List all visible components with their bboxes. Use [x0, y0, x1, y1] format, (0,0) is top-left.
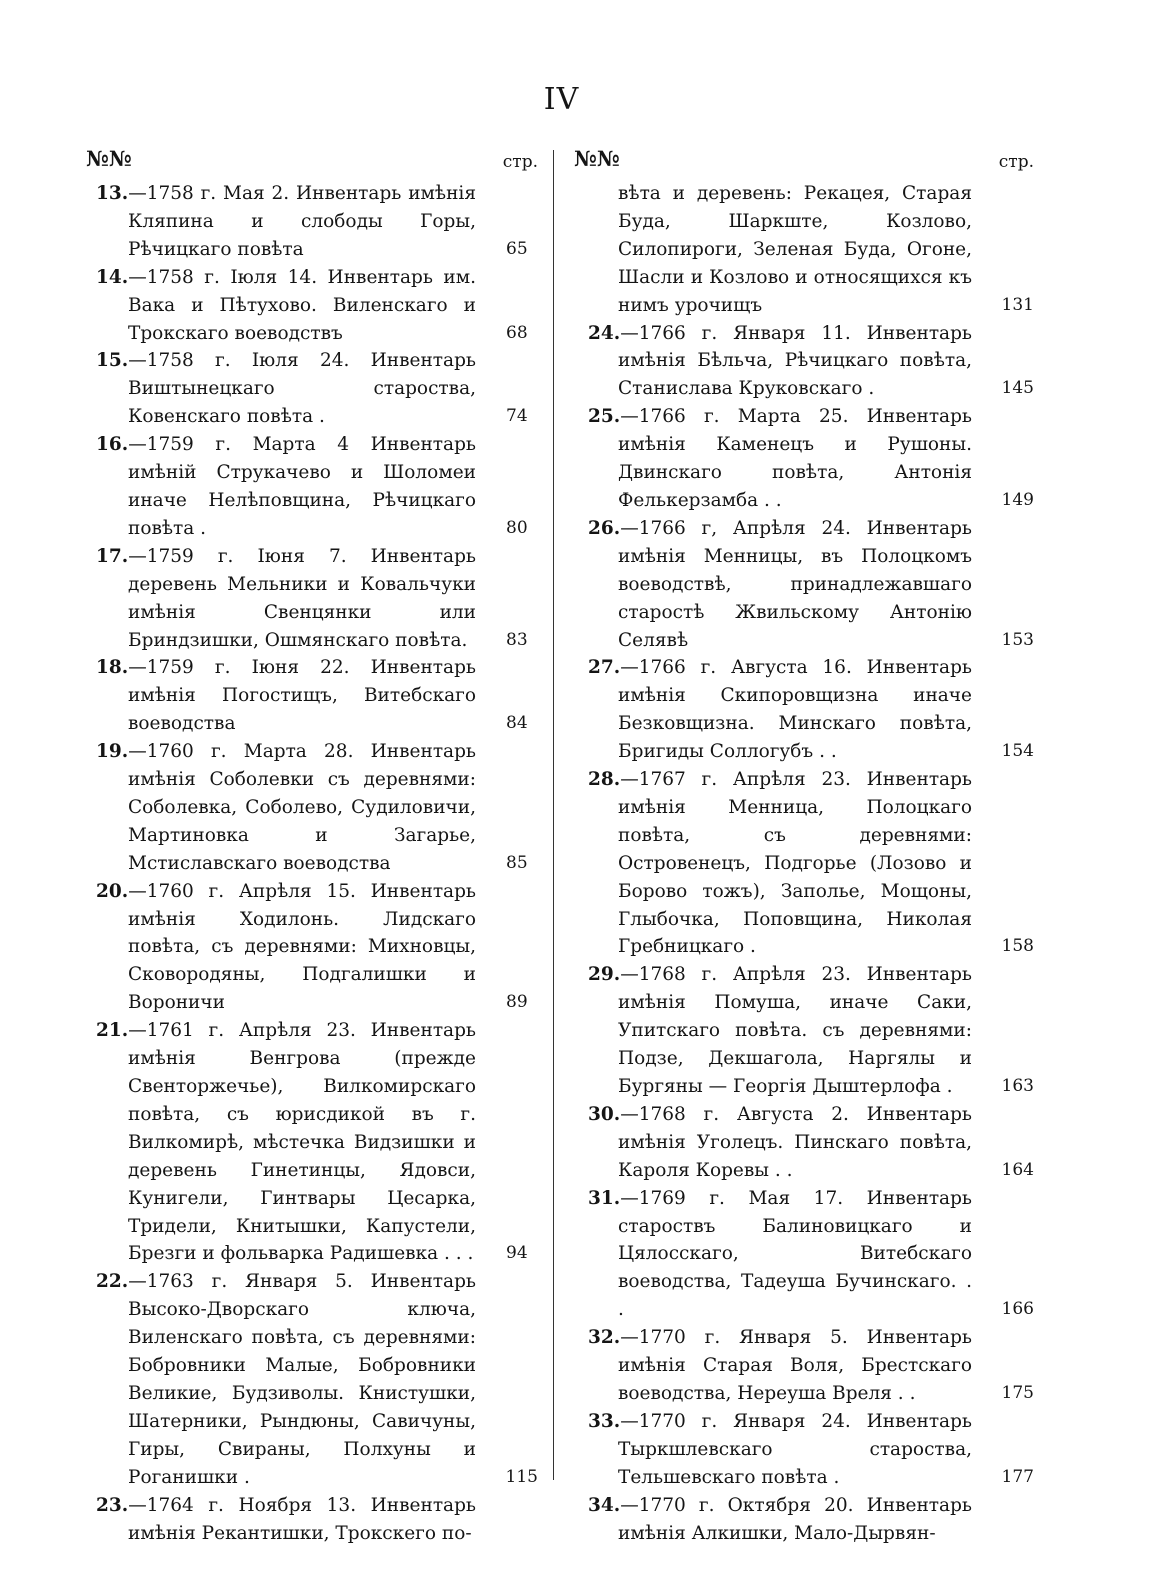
toc-entry	[574, 515, 1034, 655]
entry-number: 32.	[588, 1327, 621, 1349]
entry-text: —1760 г. Апрѣля 15. Инвентарь имѣнія Ходилонь. Лидскаго повѣта, съ деревнями: Михновцы, Сковородяны, Подгалишки и Вороничи	[128, 880, 476, 1014]
toc-entry	[574, 403, 1034, 515]
toc-entry	[574, 961, 1034, 1101]
entry-number: 24.	[588, 322, 621, 344]
entry-number: 33.	[588, 1410, 621, 1432]
toc-entry	[574, 1101, 1034, 1185]
toc-entry: 19.—1760 г. Марта 28. Инвентарь имѣнія Соболевки съ деревнями: Соболевка, Соболево, Судиловичи, Мартиновка и Загарье, Мстиславскаго воеводства 85	[96, 741, 528, 874]
toc-entry	[574, 1185, 1034, 1325]
toc-entry	[574, 654, 1034, 766]
entry-page: 153	[1001, 629, 1034, 650]
entry-text: —1768 г. Апрѣля 23. Инвентарь имѣнія Помуша, иначе Саки, Упитскаго повѣта. съ деревнями: Подзе, Декшагола, Наргялы и Бургяны — Георгія Дыштерлофа .	[618, 964, 972, 1097]
left-column-header	[86, 146, 538, 180]
toc-entry	[574, 1492, 1034, 1548]
entry-text: —1768 г. Августа 2. Инвентарь имѣнія Уголецъ. Пинскаго повѣта, Кароля Коревы . .	[618, 1103, 972, 1181]
entry-number: 14.	[96, 266, 129, 288]
number-column-label: №№	[86, 146, 132, 171]
entry-text: —1764 г. Ноября 13. Инвентарь имѣнія Рекантишки, Трокскего по-	[128, 1494, 476, 1544]
entry-number: 25.	[588, 406, 621, 428]
entry-number: 18.	[96, 657, 129, 679]
entry-text: —1770 г. Января 24. Инвентарь Тыркшлевскаго староства, Тельшевскаго повѣта .	[618, 1410, 972, 1488]
toc-entry-continued	[574, 180, 1034, 320]
entry-number: 13.	[96, 183, 129, 204]
entry-text: —1761 г. Апрѣля 23. Инвентарь имѣнія Венгрова (прежде Свенторжечье), Вилкомирскаго повѣта, съ юрисдикой въ г. Вилкомирѣ, мѣстечка Видзишки и деревень Гинетинцы, Ядовси, Кунигели, Гинтвары Цесарка, Тридели, Книтышки, Капустели, Брезги и фольварка Радишевка . . .	[128, 1020, 476, 1265]
toc-entry: 18.—1759 г. Іюня 22. Инвентарь имѣнія Погостищъ, Витебскаго воеводства 84	[96, 657, 528, 735]
number-column-label: №№	[574, 146, 620, 171]
entry-number: 17.	[96, 545, 129, 567]
entry-number: 22.	[96, 1271, 129, 1293]
toc-entry	[86, 1268, 538, 1491]
entry-text: —1758 г. Мая 2. Инвентарь имѣнія Кляпина и слободы Горы, Рѣчицкаго повѣта	[128, 183, 476, 260]
entry-number: 16.	[96, 434, 129, 456]
toc-entry	[574, 766, 1034, 961]
toc-entry: 13.—1758 г. Мая 2. Инвентарь имѣнія Кляпина и слободы Горы, Рѣчицкаго повѣта 65	[96, 183, 528, 260]
toc-entry	[574, 320, 1034, 404]
entry-text: —1766 г. Августа 16. Инвентарь имѣнія Скипоровщизна иначе Безковщизна. Минскаго повѣта, Бригиды Соллогубъ . .	[618, 657, 972, 763]
entry-text: —1766 г. Января 11. Инвентарь имѣнія Бѣльча, Рѣчицкаго повѣта, Станислава Круковскаго .	[618, 322, 972, 400]
entry-number: 26.	[588, 517, 621, 539]
entry-text: вѣта и деревень: Рекацея, Старая Буда, Шаркште, Козлово, Силопироги, Зеленая Буда, Огоне, Шасли и Козлово и относящихся къ нимъ урочищъ	[618, 183, 972, 316]
toc-entry	[86, 1492, 538, 1548]
entry-text: —1758 г. Іюля 14. Инвентарь им. Вака и Пѣтухово. Виленскаго и Трокскаго воеводствъ	[128, 266, 476, 344]
entry-text: —1759 г. Марта 4 Инвентарь имѣній Струкачево и Шоломеи иначе Нелѣповщина, Рѣчицкаго повѣта .	[128, 434, 476, 539]
entry-text: —1770 г. Января 5. Инвентарь имѣнія Старая Воля, Брестскаго воеводства, Нереуша Вреля . .	[618, 1327, 972, 1404]
entry-number: 20.	[96, 880, 129, 902]
entry-text: —1769 г. Мая 17. Инвентарь староствъ Балиновицкаго и Цялосскаго, Витебскаго воеводства, Тадеуша Бучинскаго. . .	[618, 1187, 972, 1321]
entry-number: 28.	[588, 769, 621, 791]
page-column-label: стр.	[502, 152, 538, 172]
entry-text: —1759 г. Іюня 22. Инвентарь имѣнія Погостищъ, Витебскаго воеводства	[128, 657, 476, 735]
entry-text: —1759 г. Іюня 7. Инвентарь деревень Мельники и Ковальчуки имѣнія Свенцянки или Бриндзишки, Ошмянскаго повѣта.	[128, 545, 476, 651]
entry-text: —1763 г. Января 5. Инвентарь Высоко-Дворскаго ключа, Виленскаго повѣта, съ деревнями: Бобровники Малые, Бобровники Великие, Будзиволы. Книстушки, Шатерники, Рындюны, Савичуны, Гиры, Свираны, Полхуны и Роганишки .	[128, 1271, 476, 1488]
toc-entry: 15.—1758 г. Іюля 24. Инвентарь Виштынецкаго староства, Ковенскаго повѣта . 74	[96, 350, 528, 428]
entry-number: 30.	[588, 1103, 621, 1125]
entry-text: —1766 г, Апрѣля 24. Инвентарь имѣнія Менницы, въ Полоцкомъ воеводствѣ, принадлежавшаго старостѣ Жвильскому Антонію Селявѣ	[618, 517, 972, 651]
entry-number: 23.	[96, 1494, 129, 1516]
entry-page: 175	[1001, 1382, 1034, 1403]
entry-text: —1760 г. Марта 28. Инвентарь имѣнія Соболевки съ деревнями: Соболевка, Соболево, Судиловичи, Мартиновка и Загарье, Мстиславскаго воеводства	[128, 741, 476, 874]
entry-page: 158	[1001, 936, 1034, 957]
entry-number: 27.	[588, 657, 621, 679]
entry-page: 166	[1001, 1299, 1034, 1320]
entry-number: 31.	[588, 1187, 621, 1209]
entry-number: 15.	[96, 350, 129, 372]
right-column-header	[574, 146, 1034, 180]
toc-entry: 20.—1760 г. Апрѣля 15. Инвентарь имѣнія Ходилонь. Лидскаго повѣта, съ деревнями: Михновцы, Сковородяны, Подгалишки и Вороничи 89	[96, 880, 528, 1014]
toc-entry: 21.—1761 г. Апрѣля 23. Инвентарь имѣнія Венгрова (прежде Свенторжечье), Вилкомирскаго повѣта, съ юрисдикой въ г. Вилкомирѣ, мѣстечка Видзишки и деревень Гинетинцы, Ядовси, Кунигели, Гинтвары Цесарка, Тридели, Книтышки, Капустели, Брезги и фольварка Радишевка . . . 94	[96, 1020, 528, 1265]
entry-page: 163	[1001, 1076, 1034, 1096]
entry-page: 154	[1001, 741, 1034, 762]
entry-page: 149	[1001, 489, 1034, 510]
entry-number: 21.	[96, 1020, 129, 1042]
entry-text: —1767 г. Апрѣля 23. Инвентарь имѣнія Менница, Полоцкаго повѣта, съ деревнями: Островенецъ, Подгорье (Лозово и Борово тожъ), Заполье, Мощоны, Глыбочка, Поповщина, Николая Гребницкаго .	[618, 769, 972, 958]
left-column	[86, 146, 538, 1547]
page-column-label: стр.	[998, 152, 1034, 172]
entry-number: 29.	[588, 964, 621, 986]
entry-page: 145	[1001, 378, 1034, 399]
page-number: IV	[543, 82, 580, 117]
toc-entry: 16.—1759 г. Марта 4 Инвентарь имѣній Струкачево и Шоломеи иначе Нелѣповщина, Рѣчицкаго повѣта . 80	[96, 434, 528, 539]
entry-number: 19.	[96, 741, 129, 763]
entry-page: 131	[1001, 294, 1034, 315]
toc-entry	[574, 1324, 1034, 1408]
entry-page: 177	[1001, 1466, 1034, 1487]
right-column	[574, 146, 1034, 1547]
toc-entry: 17.—1759 г. Іюня 7. Инвентарь деревень Мельники и Ковальчуки имѣнія Свенцянки или Бриндзишки, Ошмянскаго повѣта. 83	[96, 545, 528, 651]
entry-page: 164	[1001, 1159, 1034, 1180]
entry-number: 34.	[588, 1494, 621, 1516]
toc-entry: 14.—1758 г. Іюля 14. Инвентарь им. Вака и Пѣтухово. Виленскаго и Трокскаго воеводствъ 68	[96, 266, 528, 344]
column-divider	[553, 150, 554, 1480]
entry-text: —1770 г. Октября 20. Инвентарь имѣнія Алкишки, Мало-Дырвян-	[618, 1494, 972, 1544]
entry-text: —1766 г. Марта 25. Инвентарь имѣнія Каменецъ и Рушоны. Двинскаго повѣта, Антонія Фелькерзамба . .	[618, 406, 972, 511]
entry-text: —1758 г. Іюля 24. Инвентарь Виштынецкаго староства, Ковенскаго повѣта .	[128, 350, 476, 428]
toc-entry	[574, 1408, 1034, 1492]
